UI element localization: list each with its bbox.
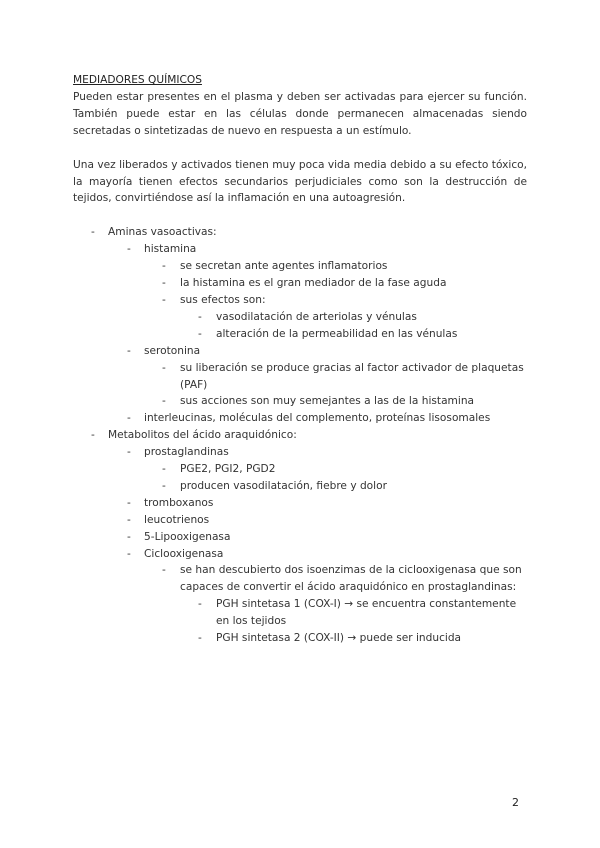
list-item bbox=[73, 410, 527, 427]
spacer bbox=[73, 207, 527, 224]
list-item bbox=[73, 562, 527, 596]
list-item-text: sus acciones son muy semejantes a las de la histamina bbox=[180, 395, 475, 408]
bullet-dash: - bbox=[127, 344, 131, 357]
list-item-text: PGH sintetasa 2 (COX-II) → puede ser inducida bbox=[216, 632, 462, 645]
list-item-prostaglandinas: prostaglandinas bbox=[144, 446, 229, 459]
bullet-dash: - bbox=[127, 446, 131, 459]
bullet-dash: - bbox=[127, 243, 131, 256]
list-item bbox=[73, 512, 527, 529]
paragraph-second: Una vez liberados y activados tienen muy poca vida media debido a su efecto tóxico, la mayoría tienen efectos secundarios perjudiciales como son la destrucción de tejidos, convirtiéndose así la inflamación en una autoagresión. bbox=[73, 158, 527, 205]
list-item-text: se secretan ante agentes inflamatorios bbox=[180, 260, 388, 273]
bullet-dash: - bbox=[127, 513, 131, 526]
list-item bbox=[73, 224, 527, 241]
list-item-aminas: Aminas vasoactivas: bbox=[108, 226, 217, 239]
list-item-text: sus efectos son: bbox=[180, 293, 266, 306]
document-page bbox=[73, 72, 527, 647]
bullet-dash: - bbox=[162, 395, 166, 408]
list-item bbox=[73, 546, 527, 563]
list-item bbox=[73, 478, 527, 495]
list-item bbox=[73, 343, 527, 360]
list-item bbox=[73, 630, 527, 647]
list-item-text: alteración de la permeabilidad en las vénulas bbox=[216, 327, 458, 340]
list-item-text: PGH sintetasa 1 (COX-I) → se encuentra constantemente en los tejidos bbox=[216, 598, 517, 628]
list-item bbox=[73, 241, 527, 258]
page-number: 2 bbox=[512, 796, 519, 809]
list-item-lipooxigenasa: 5-Lipooxigenasa bbox=[144, 530, 231, 543]
list-item-text: su liberación se produce gracias al factor activador de plaquetas (PAF) bbox=[180, 361, 524, 391]
list-item-serotonina: serotonina bbox=[144, 344, 201, 357]
list-item-metabolitos: Metabolitos del ácido araquidónico: bbox=[108, 429, 297, 442]
list-item bbox=[73, 427, 527, 444]
bullet-dash: - bbox=[127, 530, 131, 543]
bullet-dash: - bbox=[198, 598, 202, 611]
list-item-text: vasodilatación de arteriolas y vénulas bbox=[216, 310, 417, 323]
bullet-dash: - bbox=[127, 412, 131, 425]
bullet-dash: - bbox=[91, 429, 95, 442]
list-item bbox=[73, 275, 527, 292]
list-item-text: la histamina es el gran mediador de la fase aguda bbox=[180, 277, 447, 290]
mediators-list bbox=[73, 224, 527, 647]
list-item-text: PGE2, PGI2, PGD2 bbox=[180, 463, 276, 476]
bullet-dash: - bbox=[162, 260, 166, 273]
list-item-text: producen vasodilatación, fiebre y dolor bbox=[180, 479, 387, 492]
bullet-dash: - bbox=[162, 361, 166, 374]
bullet-dash: - bbox=[198, 310, 202, 323]
bullet-dash: - bbox=[127, 547, 131, 560]
list-item bbox=[73, 495, 527, 512]
list-item-histamina: histamina bbox=[144, 243, 197, 256]
list-item bbox=[73, 444, 527, 461]
list-item bbox=[73, 461, 527, 478]
bullet-dash: - bbox=[162, 463, 166, 476]
list-item-ciclooxigenasa: Ciclooxigenasa bbox=[144, 547, 224, 560]
list-item bbox=[73, 393, 527, 410]
bullet-dash: - bbox=[162, 293, 166, 306]
list-item-text: se han descubierto dos isoenzimas de la ciclooxigenasa que son capaces de convertir el ácido araquidónico en prostaglandinas: bbox=[180, 564, 522, 594]
bullet-dash: - bbox=[198, 632, 202, 645]
section-title: MEDIADORES QUÍMICOS bbox=[73, 74, 202, 86]
list-item bbox=[73, 326, 527, 343]
list-item bbox=[73, 529, 527, 546]
bullet-dash: - bbox=[162, 564, 166, 577]
list-item bbox=[73, 360, 527, 394]
list-item-leucotrienos: leucotrienos bbox=[144, 513, 210, 526]
list-item-interleucinas: interleucinas, moléculas del complemento, proteínas lisosomales bbox=[144, 412, 491, 425]
list-item bbox=[73, 258, 527, 275]
paragraph-intro: Pueden estar presentes en el plasma y deben ser activadas para ejercer su función. También puede estar en las células donde permanecen almacenadas siendo secretadas o sintetizadas de nuevo en respuesta a un estímulo. bbox=[73, 90, 527, 137]
list-item bbox=[73, 292, 527, 309]
bullet-dash: - bbox=[162, 277, 166, 290]
spacer bbox=[73, 140, 527, 157]
bullet-dash: - bbox=[198, 327, 202, 340]
list-item-tromboxanos: tromboxanos bbox=[144, 496, 214, 509]
bullet-dash: - bbox=[127, 496, 131, 509]
bullet-dash: - bbox=[162, 479, 166, 492]
bullet-dash: - bbox=[91, 226, 95, 239]
list-item bbox=[73, 596, 527, 630]
list-item bbox=[73, 309, 527, 326]
